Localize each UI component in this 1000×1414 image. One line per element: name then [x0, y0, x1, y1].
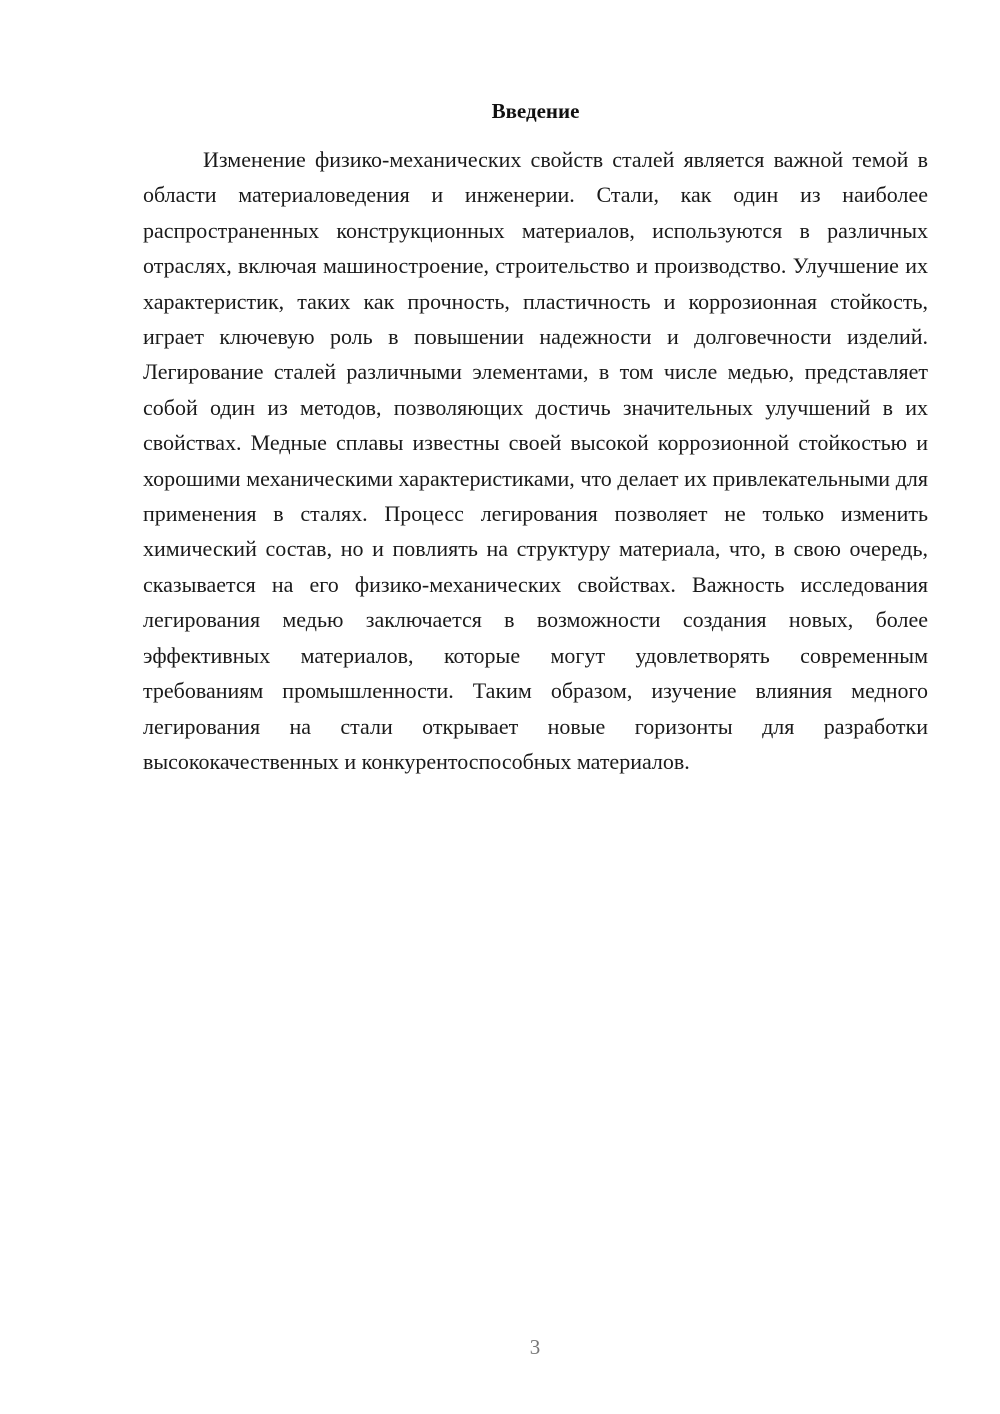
- page-number: 3: [529, 1335, 541, 1359]
- section-heading: Введение: [491, 99, 580, 123]
- body-paragraph: Изменение физико-механических свойств сталей является важной темой в области материаловедения и инженерии. Стали, как один из наиболее распространенных конструкционных материалов, используются в различных отраслях, включая машиностроение, строительство и производство. Улучшение их характеристик, таких как прочность, пластичность и коррозионная стойкость, играет ключевую роль в повышении надежности и долговечности изделий. Легирование сталей различными элементами, в том числе медью, представляет собой один из методов, позволяющих достичь значительных улучшений в их свойствах. Медные сплавы известны своей высокой коррозионной стойкостью и хорошими механическими характеристиками, что делает их привлекательными для применения в сталях. Процесс легирования позволяет не только изменить химический состав, но и повлиять на структуру материала, что, в свою очередь, сказывается на его физико-механических свойствах. Важность исследования легирования медью заключается в возможности создания новых, более эффективных материалов, которые могут удовлетворять современным требованиям промышленности. Таким образом, изучение влияния медного легирования на стали открывает новые горизонты для разработки высококачественных и конкурентоспособных материалов.: [143, 147, 928, 774]
